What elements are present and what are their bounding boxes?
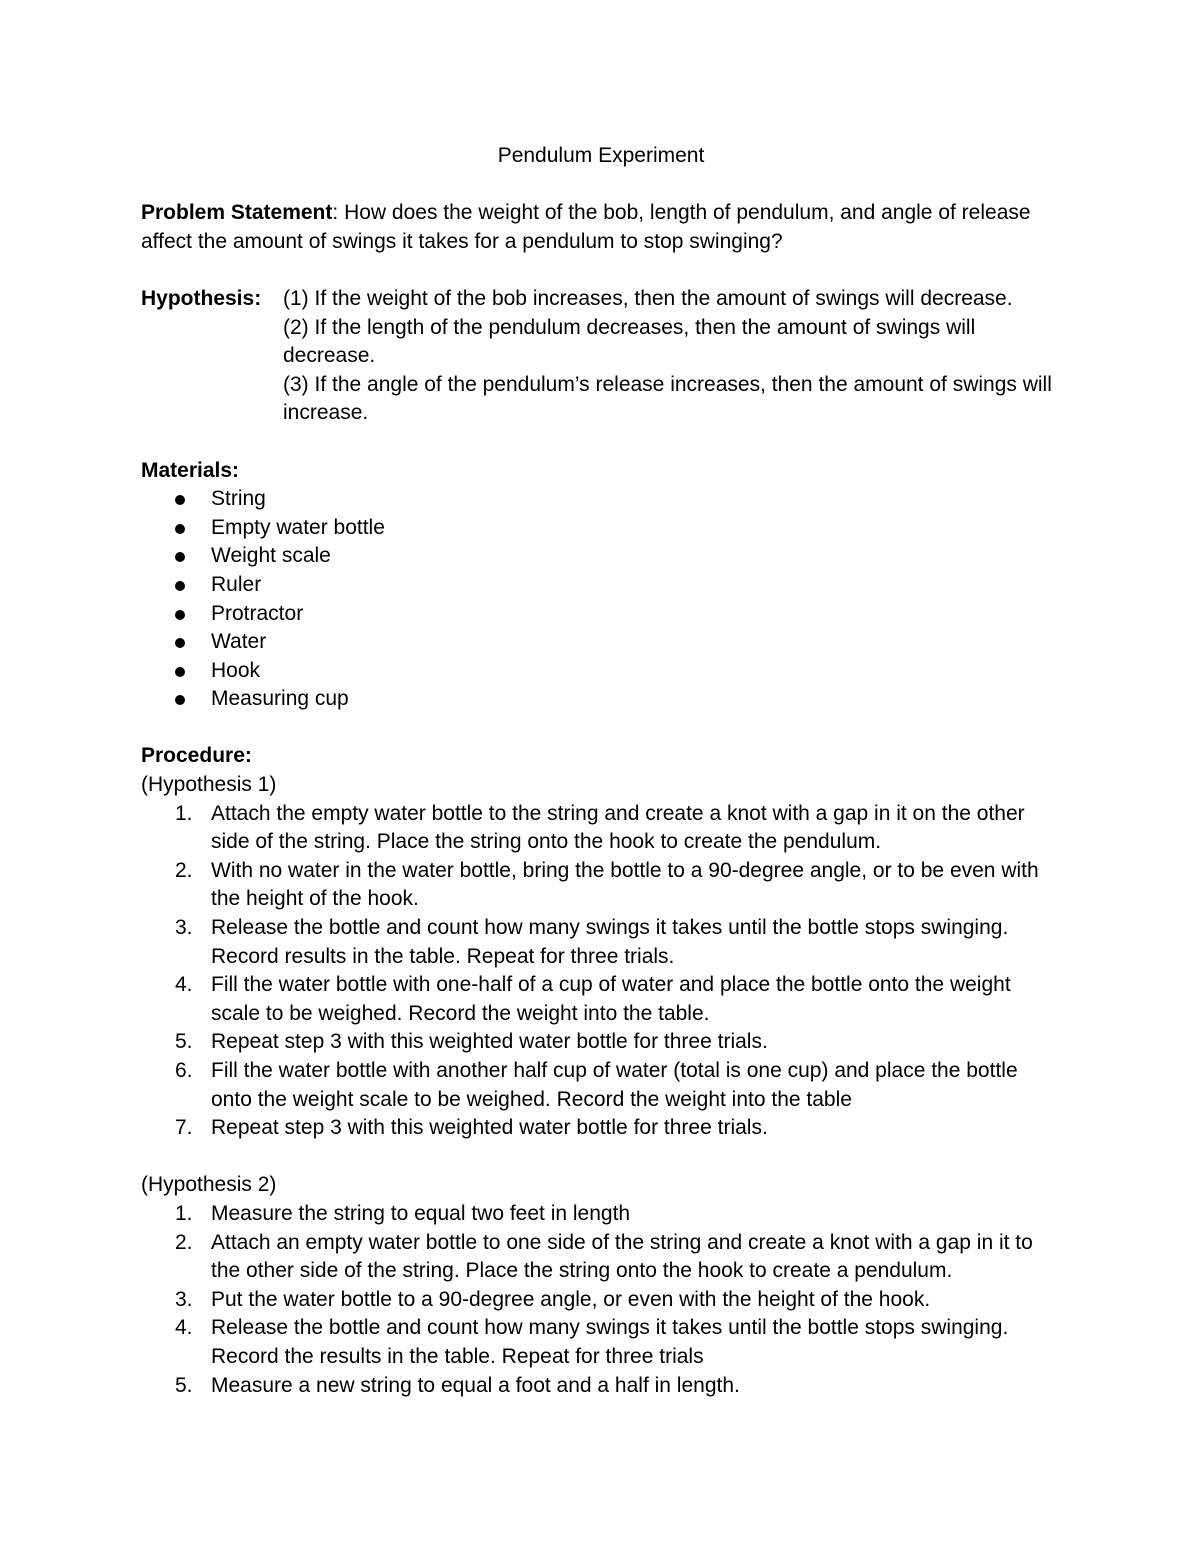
step-number: 3. [175, 916, 193, 940]
hypothesis-label: Hypothesis: [141, 286, 262, 310]
list-item [141, 914, 1061, 971]
list-item [141, 542, 1061, 571]
bullet-icon [175, 638, 185, 648]
bullet-icon [175, 552, 185, 562]
materials-section [141, 457, 1061, 714]
step-number: 1. [175, 1201, 193, 1225]
hypothesis-section [141, 285, 1061, 428]
hypothesis-items [283, 285, 1061, 428]
list-item [141, 1200, 1061, 1229]
list-item [141, 514, 1061, 543]
bullet-icon [175, 667, 185, 677]
list-item [141, 685, 1061, 714]
hypothesis-item: (3) If the angle of the pendulum’s release increases, then the amount of swings will increase. [283, 372, 1052, 425]
procedure-hypothesis-1 [141, 771, 1061, 1143]
step-text: Release the bottle and count how many swings it takes until the bottle stops swinging. Record the results in the table. Repeat for three trials [211, 1316, 1009, 1368]
procedure-steps [141, 800, 1061, 1143]
material-text: Measuring cup [211, 687, 349, 711]
list-item [141, 1314, 1061, 1371]
document-content [141, 142, 1061, 1400]
list-item [141, 1229, 1061, 1286]
bullet-icon [175, 610, 185, 620]
material-text: Protractor [211, 601, 304, 625]
bullet-icon [175, 524, 185, 534]
step-number: 4. [175, 1316, 193, 1340]
material-text: Hook [211, 658, 261, 682]
list-item [141, 1372, 1061, 1401]
list-item [141, 971, 1061, 1028]
bullet-icon [175, 581, 185, 591]
problem-statement [141, 199, 1061, 256]
step-text: Repeat step 3 with this weighted water bottle for three trials. [211, 1030, 768, 1054]
step-number: 3. [175, 1287, 193, 1311]
material-text: String [211, 487, 266, 511]
step-number: 5. [175, 1373, 193, 1397]
step-text: Put the water bottle to a 90-degree angle, or even with the height of the hook. [211, 1287, 931, 1311]
step-number: 2. [175, 1230, 193, 1254]
step-number: 7. [175, 1116, 193, 1140]
step-number: 1. [175, 801, 193, 825]
step-number: 5. [175, 1030, 193, 1054]
problem-statement-text: How does the weight of the bob, length of pendulum, and angle of release affect the amount of swings it takes for a pendulum to stop swinging? [141, 201, 1031, 253]
step-number: 2. [175, 858, 193, 882]
bullet-icon [175, 495, 185, 505]
procedure-section [141, 742, 1061, 1400]
material-text: Water [211, 630, 267, 654]
problem-statement-label: Problem Statement [141, 201, 333, 225]
material-text: Weight scale [211, 544, 331, 568]
hypothesis-item: (1) If the weight of the bob increases, then the amount of swings will decrease. [283, 286, 1013, 310]
step-text: Release the bottle and count how many swings it takes until the bottle stops swinging. Record results in the table. Repeat for three trials. [211, 916, 1009, 968]
problem-statement-colon: : [332, 201, 339, 225]
step-text: Attach an empty water bottle to one side of the string and create a knot with a gap in it to the other side of the string. Place the string onto the hook to create a pendulum. [211, 1230, 1033, 1283]
step-number: 6. [175, 1059, 193, 1082]
list-item [141, 1057, 1061, 1114]
step-text: Repeat step 3 with this weighted water bottle for three trials. [211, 1116, 768, 1140]
materials-label: Materials: [141, 458, 240, 482]
list-item [141, 1028, 1061, 1057]
step-text: Fill the water bottle with one-half of a cup of water and place the bottle onto the weight scale to be weighed. Record the weight into the table. [211, 973, 1011, 1025]
step-text: With no water in the water bottle, bring the bottle to a 90-degree angle, or to be even with the height of the hook. [211, 858, 1039, 911]
step-text: Measure a new string to equal a foot and a half in length. [211, 1373, 740, 1397]
material-text: Ruler [211, 572, 262, 596]
procedure-subheading: (Hypothesis 1) [141, 773, 277, 797]
list-item [141, 1286, 1061, 1315]
materials-list [141, 485, 1061, 714]
procedure-subheading: (Hypothesis 2) [141, 1173, 277, 1197]
step-text: Attach the empty water bottle to the string and create a knot with a gap in it on the other side of the string. Place the string onto the hook to create the pendulum. [211, 801, 1025, 854]
step-number: 4. [175, 973, 193, 997]
step-text: Fill the water bottle with another half cup of water (total is one cup) and place the bottle onto the weight scale to be weighed. Record the weight into the table [211, 1059, 1018, 1111]
page-title: Pendulum Experiment [497, 144, 705, 167]
procedure-steps [141, 1200, 1061, 1400]
procedure-hypothesis-2 [141, 1171, 1061, 1400]
procedure-label: Procedure: [141, 744, 252, 768]
list-item [141, 857, 1061, 914]
list-item [141, 800, 1061, 857]
list-item [141, 485, 1061, 514]
list-item [141, 1114, 1061, 1143]
bullet-icon [175, 695, 185, 705]
list-item [141, 628, 1061, 657]
list-item [141, 571, 1061, 600]
material-text: Empty water bottle [211, 515, 385, 539]
hypothesis-item: (2) If the length of the pendulum decreases, then the amount of swings will decrease. [283, 315, 976, 368]
step-text: Measure the string to equal two feet in length [211, 1201, 631, 1225]
list-item [141, 657, 1061, 686]
list-item [141, 600, 1061, 629]
